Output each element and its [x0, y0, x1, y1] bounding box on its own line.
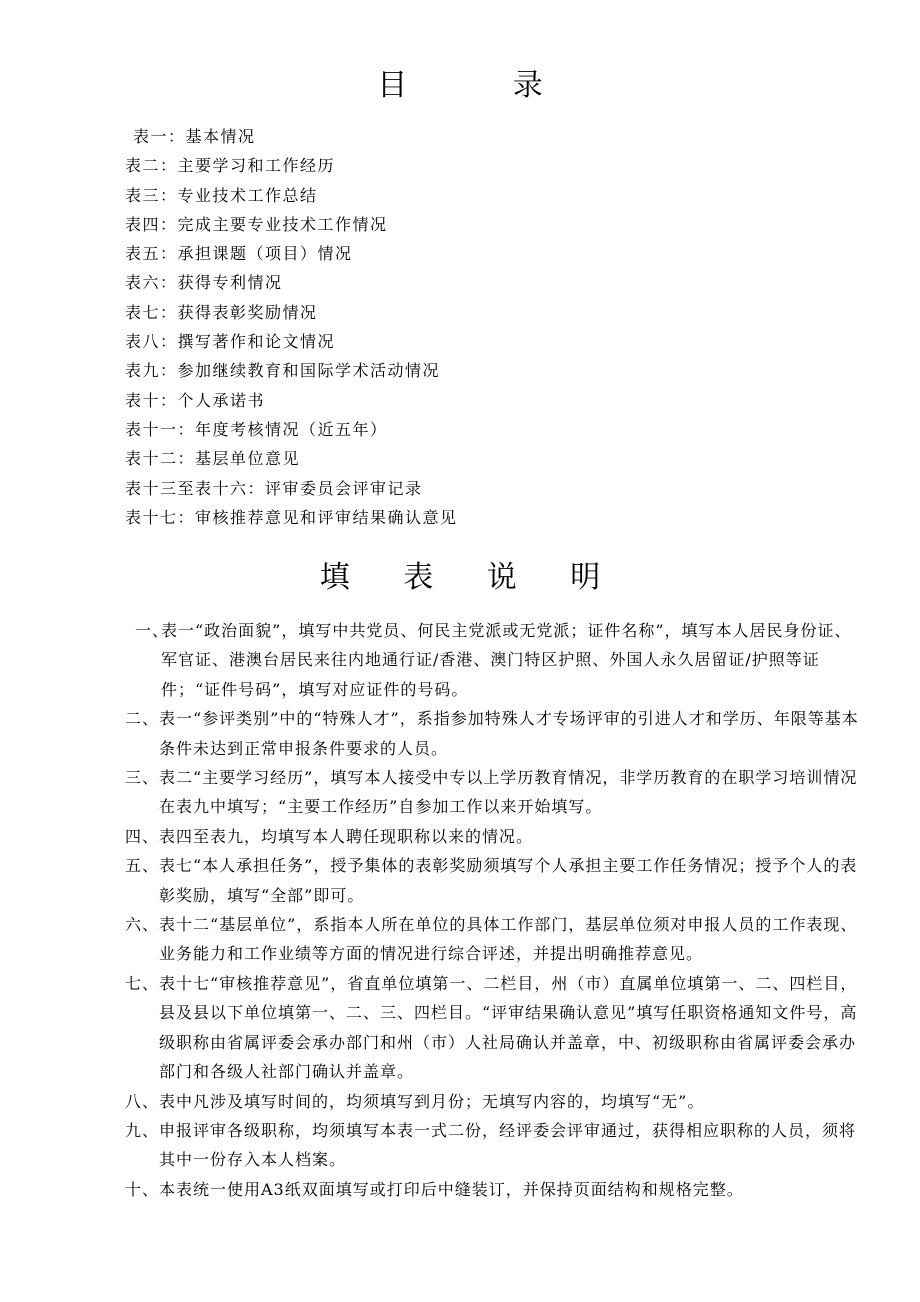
instruction-text: 表一“参评类别”中的“特殊人才”，系指参加特殊人才专场评审的引进人才和学历、年限等基本条件未达到正常申报条件要求的人员。 — [159, 709, 859, 758]
toc-item: 表二：主要学习和工作经历 — [125, 156, 336, 176]
instruction-text: 表四至表九，均填写本人聘任现职称以来的情况。 — [159, 826, 534, 846]
instruction-item — [125, 1087, 865, 1116]
instruction-number: 七、 — [125, 973, 160, 993]
instruction-text: 表十二“基层单位”，系指本人所在单位的具体工作部门，基层单位须对申报人员的工作表现、业务能力和工作业绩等方面的情况进行综合评述，并提出明确推荐意见。 — [159, 915, 858, 964]
instruction-item — [125, 616, 865, 704]
instruction-text: 表七“本人承担任务”，授予集体的表彰奖励须填写个人承担主要工作任务情况；授予个人的表彰奖励，填写“全部”即可。 — [159, 856, 858, 905]
toc-item: 表十七：审核推荐意见和评审结果确认意见 — [125, 507, 458, 527]
toc-item: 表八：撰写著作和论文情况 — [125, 332, 336, 352]
instruction-text: 表一“政治面貌”，填写中共党员、何民主党派或无党派；证件名称”，填写本人居民身份证、军官证、港澳台居民来往内地通行证/香港、澳门特区护照、外国人永久居留证/护照等证件；“证件号码”，填写对应证件的号码。 — [161, 621, 852, 699]
instruction-number: 一、 — [135, 621, 170, 640]
instruction-text: 表二“主要学习经历”，填写本人接受中专以上学历教育情况，非学历教育的在职学习培训情况在表九中填写；“主要工作经历”自参加工作以来开始填写。 — [159, 768, 858, 817]
toc-item: 表五：承担课题（项目）情况 — [125, 244, 353, 264]
instruction-item — [125, 763, 865, 822]
toc-item: 表七：获得表彰奖励情况 — [125, 302, 318, 322]
toc-item: 表十一：年度考核情况（近五年） — [125, 419, 388, 439]
instructions-list — [125, 616, 865, 1204]
instruction-item — [125, 1175, 865, 1204]
toc-item: 表十二：基层单位意见 — [125, 449, 301, 469]
toc-item: 表十：个人承诺书 — [125, 390, 266, 410]
instruction-number: 十、 — [125, 1179, 160, 1199]
instruction-item — [125, 969, 865, 1087]
instruction-number: 二、 — [125, 709, 160, 729]
toc-item: 表十三至表十六：评审委员会评审记录 — [125, 478, 423, 498]
instruction-number: 五、 — [125, 856, 160, 876]
instruction-number: 六、 — [125, 915, 160, 935]
instruction-text: 本表统一使用A3纸双面填写或打印后中缝装订，并保持页面结构和规格完整。 — [159, 1179, 744, 1199]
instruction-number: 八、 — [125, 1091, 160, 1111]
toc-list — [125, 122, 458, 532]
instruction-item — [125, 851, 865, 910]
instructions-title: 填 表 说 明 — [319, 560, 623, 595]
toc-title: 目 录 — [377, 68, 591, 103]
toc-item: 表四：完成主要专业技术工作情况 — [125, 214, 388, 234]
toc-item: 表九：参加继续教育和国际学术活动情况 — [125, 361, 441, 381]
instruction-text: 申报评审各级职称，均须填写本表一式二份，经评委会评审通过，获得相应职称的人员，须将其中一份存入本人档案。 — [159, 1120, 857, 1170]
instruction-item — [125, 704, 865, 763]
toc-item: 表一：基本情况 — [133, 127, 256, 146]
instruction-item — [125, 1116, 865, 1175]
instruction-number: 九、 — [125, 1120, 160, 1140]
instruction-item — [125, 910, 865, 969]
instruction-item — [125, 822, 865, 851]
instruction-text: 表十七“审核推荐意见”，省直单位填第一、二栏目，州（市）直属单位填第一、二、四栏目，县及县以下单位填第一、二、三、四栏目。“评审结果确认意见”填写任职资格通知文件号，高级职称由省属评委会承办部门和州（市）人社局确认并盖章，中、初级职称由省属评委会承办部门和各级人社部门确认并盖章。 — [159, 973, 858, 1082]
toc-item: 表三：专业技术工作总结 — [125, 185, 318, 205]
toc-item: 表六：获得专利情况 — [125, 273, 283, 293]
instruction-number: 三、 — [125, 768, 160, 788]
instruction-number: 四、 — [125, 826, 160, 846]
instruction-text: 表中凡涉及填写时间的，均须填写到月份；无填写内容的，均填写“无”。 — [159, 1091, 705, 1111]
